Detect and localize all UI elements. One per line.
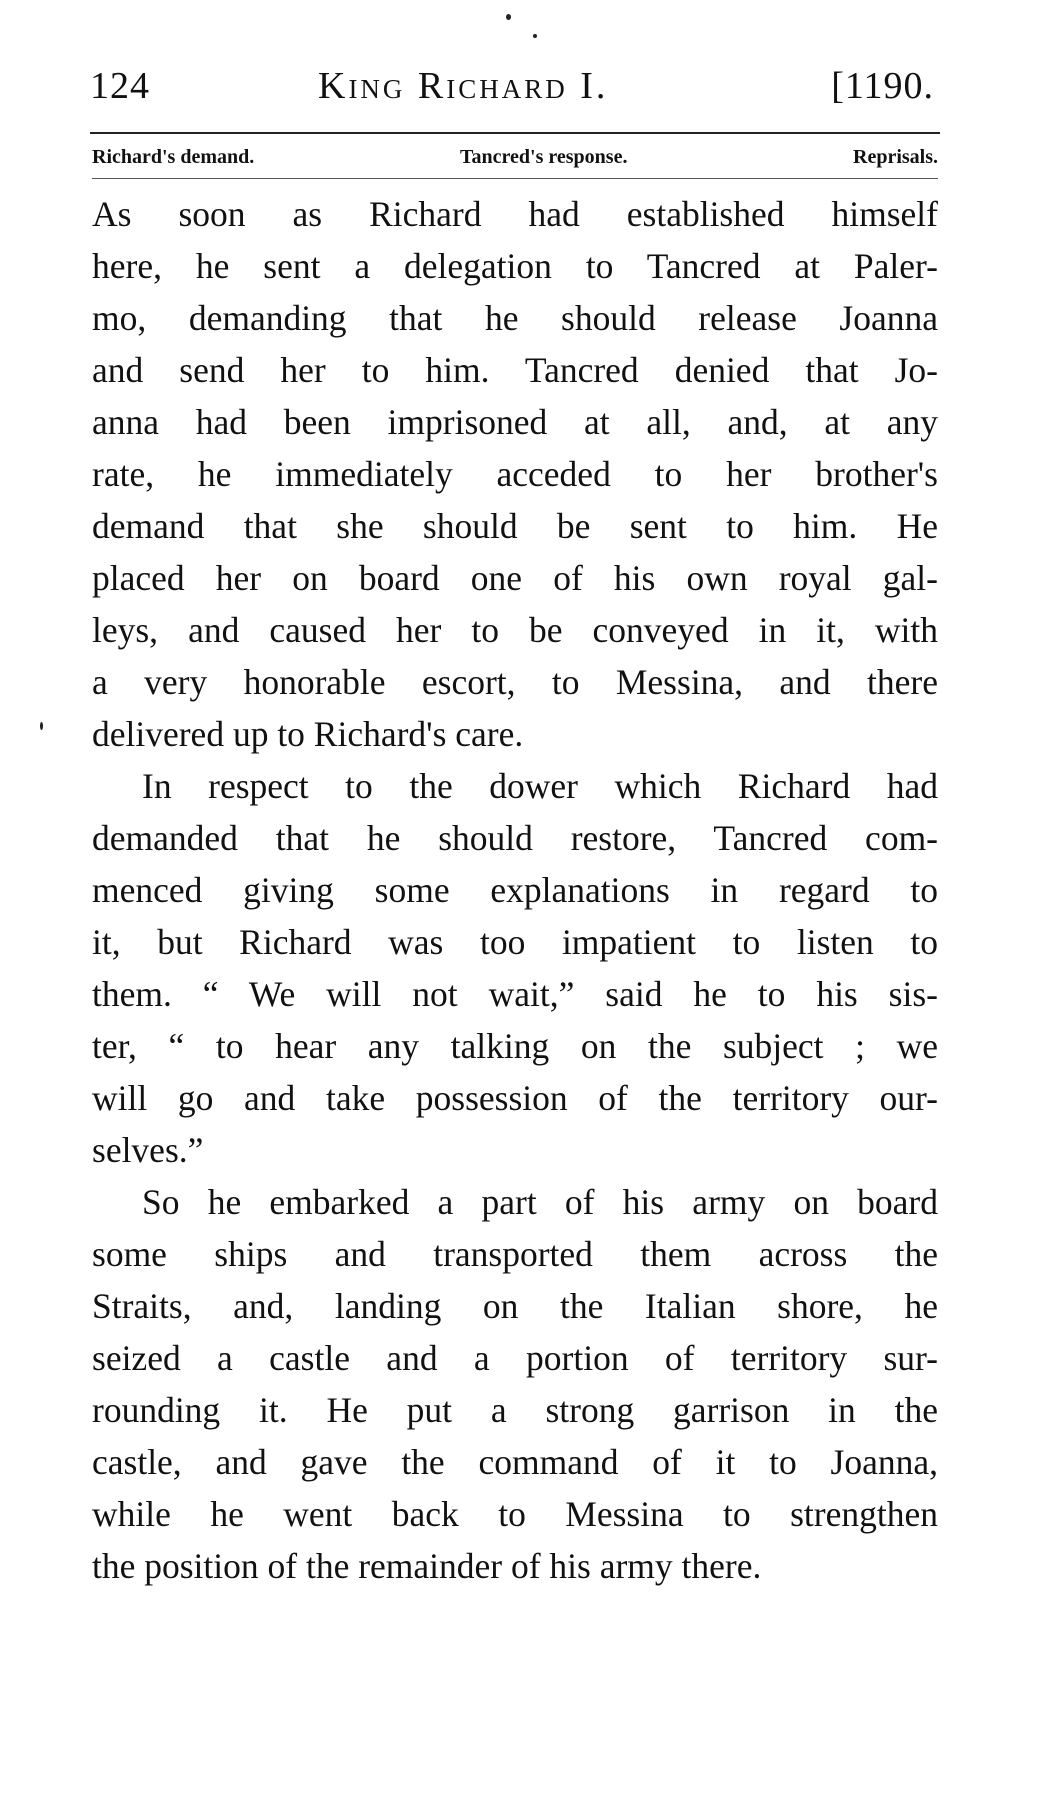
paragraph bbox=[92, 760, 938, 1176]
side-note-right: Reprisals. bbox=[853, 146, 938, 168]
text-line: demanded that he should restore, Tancred com- bbox=[92, 818, 938, 858]
text-line: will go and take possession of the territory our- bbox=[92, 1078, 938, 1118]
text-line: here, he sent a delegation to Tancred at Paler- bbox=[92, 246, 938, 286]
text-line: menced giving some explanations in regard to bbox=[92, 870, 938, 910]
text-line: the position of the remainder of his army there. bbox=[92, 1546, 762, 1586]
body-text bbox=[92, 188, 938, 1592]
side-notes bbox=[92, 144, 938, 174]
page-number: 124 bbox=[90, 65, 150, 107]
text-line: leys, and caused her to be conveyed in it, with bbox=[92, 610, 938, 650]
text-line: rate, he immediately acceded to her brother's bbox=[92, 454, 938, 494]
text-line: In respect to the dower which Richard had bbox=[142, 766, 938, 806]
text-line: ter, “ to hear any talking on the subject ; we bbox=[92, 1026, 938, 1066]
running-head bbox=[90, 58, 940, 118]
text-line: it, but Richard was too impatient to listen to bbox=[92, 922, 938, 962]
text-line: So he embarked a part of his army on board bbox=[142, 1182, 938, 1222]
text-line: rounding it. He put a strong garrison in the bbox=[92, 1390, 938, 1430]
text-line: them. “ We will not wait,” said he to his sis- bbox=[92, 974, 938, 1014]
text-line: delivered up to Richard's care. bbox=[92, 714, 524, 754]
text-line: a very honorable escort, to Messina, and there bbox=[92, 662, 938, 702]
side-note-center: Tancred's response. bbox=[460, 146, 628, 168]
chapter-year: [1190. bbox=[831, 65, 934, 107]
text-line: castle, and gave the command of it to Joanna, bbox=[92, 1442, 938, 1482]
text-line: while he went back to Messina to strengthen bbox=[92, 1494, 938, 1534]
text-line: As soon as Richard had established himself bbox=[92, 194, 938, 234]
text-line: seized a castle and a portion of territory sur- bbox=[92, 1338, 938, 1378]
ink-speck bbox=[40, 722, 43, 730]
text-line: placed her on board one of his own royal gal- bbox=[92, 558, 938, 598]
header-rule bbox=[90, 132, 940, 134]
text-line: demand that she should be sent to him. He bbox=[92, 506, 938, 546]
text-line: and send her to him. Tancred denied that Jo- bbox=[92, 350, 938, 390]
ink-speck bbox=[506, 14, 511, 20]
paragraph bbox=[92, 188, 938, 760]
book-title: King Richard I. bbox=[318, 65, 609, 107]
paragraph bbox=[92, 1176, 938, 1592]
ink-speck bbox=[533, 34, 537, 38]
text-line: selves.” bbox=[92, 1130, 204, 1170]
text-line: Straits, and, landing on the Italian shore, he bbox=[92, 1286, 938, 1326]
text-line: some ships and transported them across the bbox=[92, 1234, 938, 1274]
text-line: mo, demanding that he should release Joanna bbox=[92, 298, 938, 338]
text-line: anna had been imprisoned at all, and, at any bbox=[92, 402, 938, 442]
side-note-left: Richard's demand. bbox=[92, 146, 255, 168]
side-notes-rule bbox=[92, 178, 938, 179]
